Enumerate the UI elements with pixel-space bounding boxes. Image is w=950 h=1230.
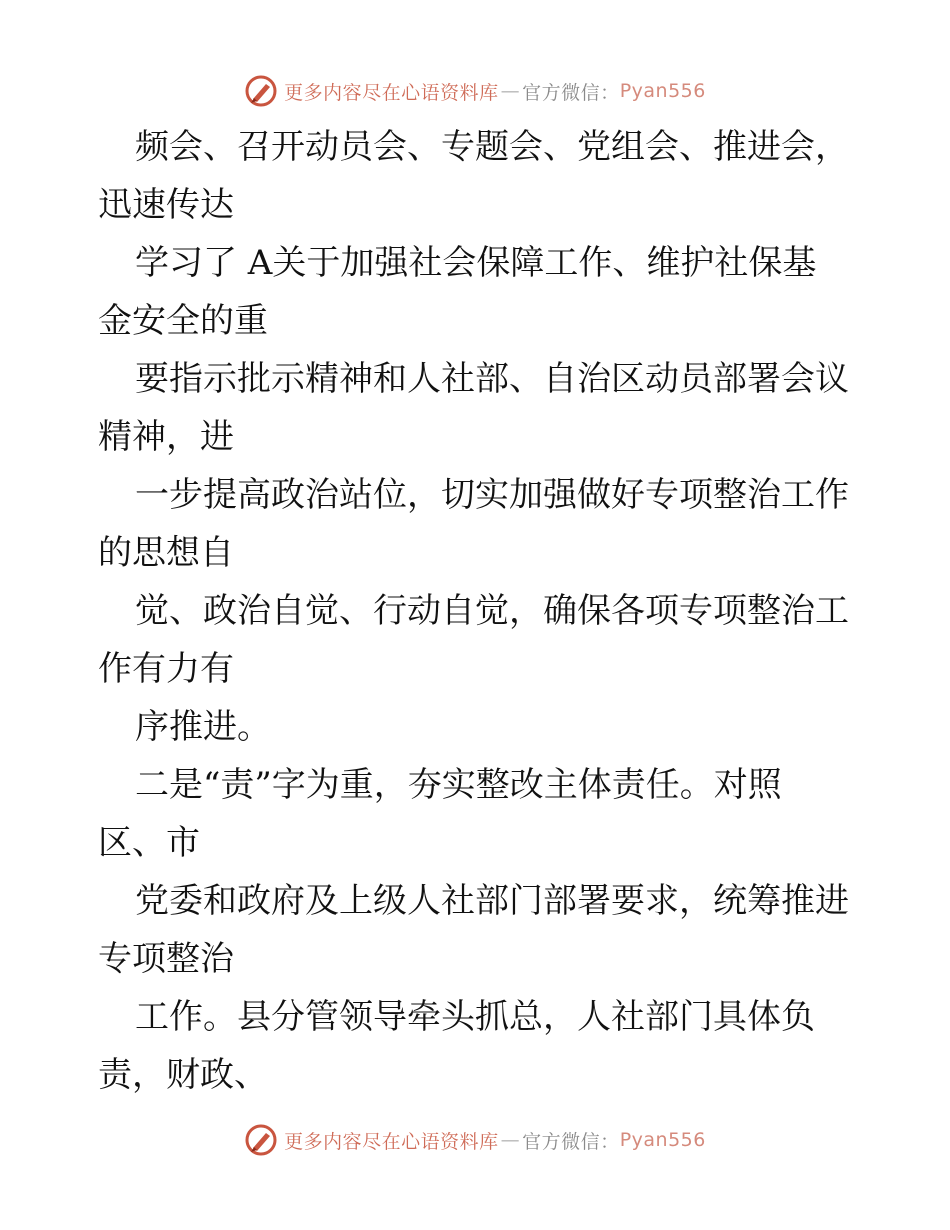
header-wechat-id: Pyan556 xyxy=(619,80,706,102)
header-watermark xyxy=(0,71,950,111)
pen-seal-logo-icon xyxy=(244,74,278,108)
footer-text: 更多内容尽在心语资料库 xyxy=(284,1130,499,1153)
text-line: 学习了 A关于加强社会保障工作、维护社保基 xyxy=(135,243,817,283)
text-line: 党委和政府及上级人社部门部署要求，统筹推进 xyxy=(135,881,849,921)
text-line: 序推进。 xyxy=(135,707,271,747)
text-line: 迅速传达 xyxy=(98,185,234,225)
text-line: 的思想自 xyxy=(98,533,234,573)
footer-watermark xyxy=(0,1120,950,1160)
document-body xyxy=(98,118,858,1104)
header-wechat-label: 官方微信： xyxy=(522,81,620,104)
text-line: 要指示批示精神和人社部、自治区动员部署会议 xyxy=(135,359,849,399)
text-line: 二是“责”字为重，夯实整改主体责任。对照 xyxy=(135,765,782,805)
footer-wechat-id: Pyan556 xyxy=(619,1129,706,1151)
header-dash: — xyxy=(500,80,521,102)
text-line: 责，财政、 xyxy=(98,1055,268,1095)
header-text: 更多内容尽在心语资料库 xyxy=(284,81,499,104)
pen-seal-logo-icon xyxy=(244,1123,278,1157)
text-line: 一步提高政治站位，切实加强做好专项整治工作 xyxy=(135,475,849,515)
text-line: 频会、召开动员会、专题会、党组会、推进会， xyxy=(135,127,849,167)
text-line: 专项整治 xyxy=(98,939,234,979)
text-line: 工作。县分管领导牵头抓总，人社部门具体负 xyxy=(135,997,815,1037)
text-line: 觉、政治自觉、行动自觉，确保各项专项整治工 xyxy=(135,591,849,631)
text-line: 作有力有 xyxy=(98,649,234,689)
text-line: 金安全的重 xyxy=(98,301,268,341)
text-line: 区、市 xyxy=(98,823,200,863)
footer-wechat-label: 官方微信： xyxy=(522,1130,620,1153)
text-line: 精神，进 xyxy=(98,417,234,457)
footer-dash: — xyxy=(500,1129,521,1151)
